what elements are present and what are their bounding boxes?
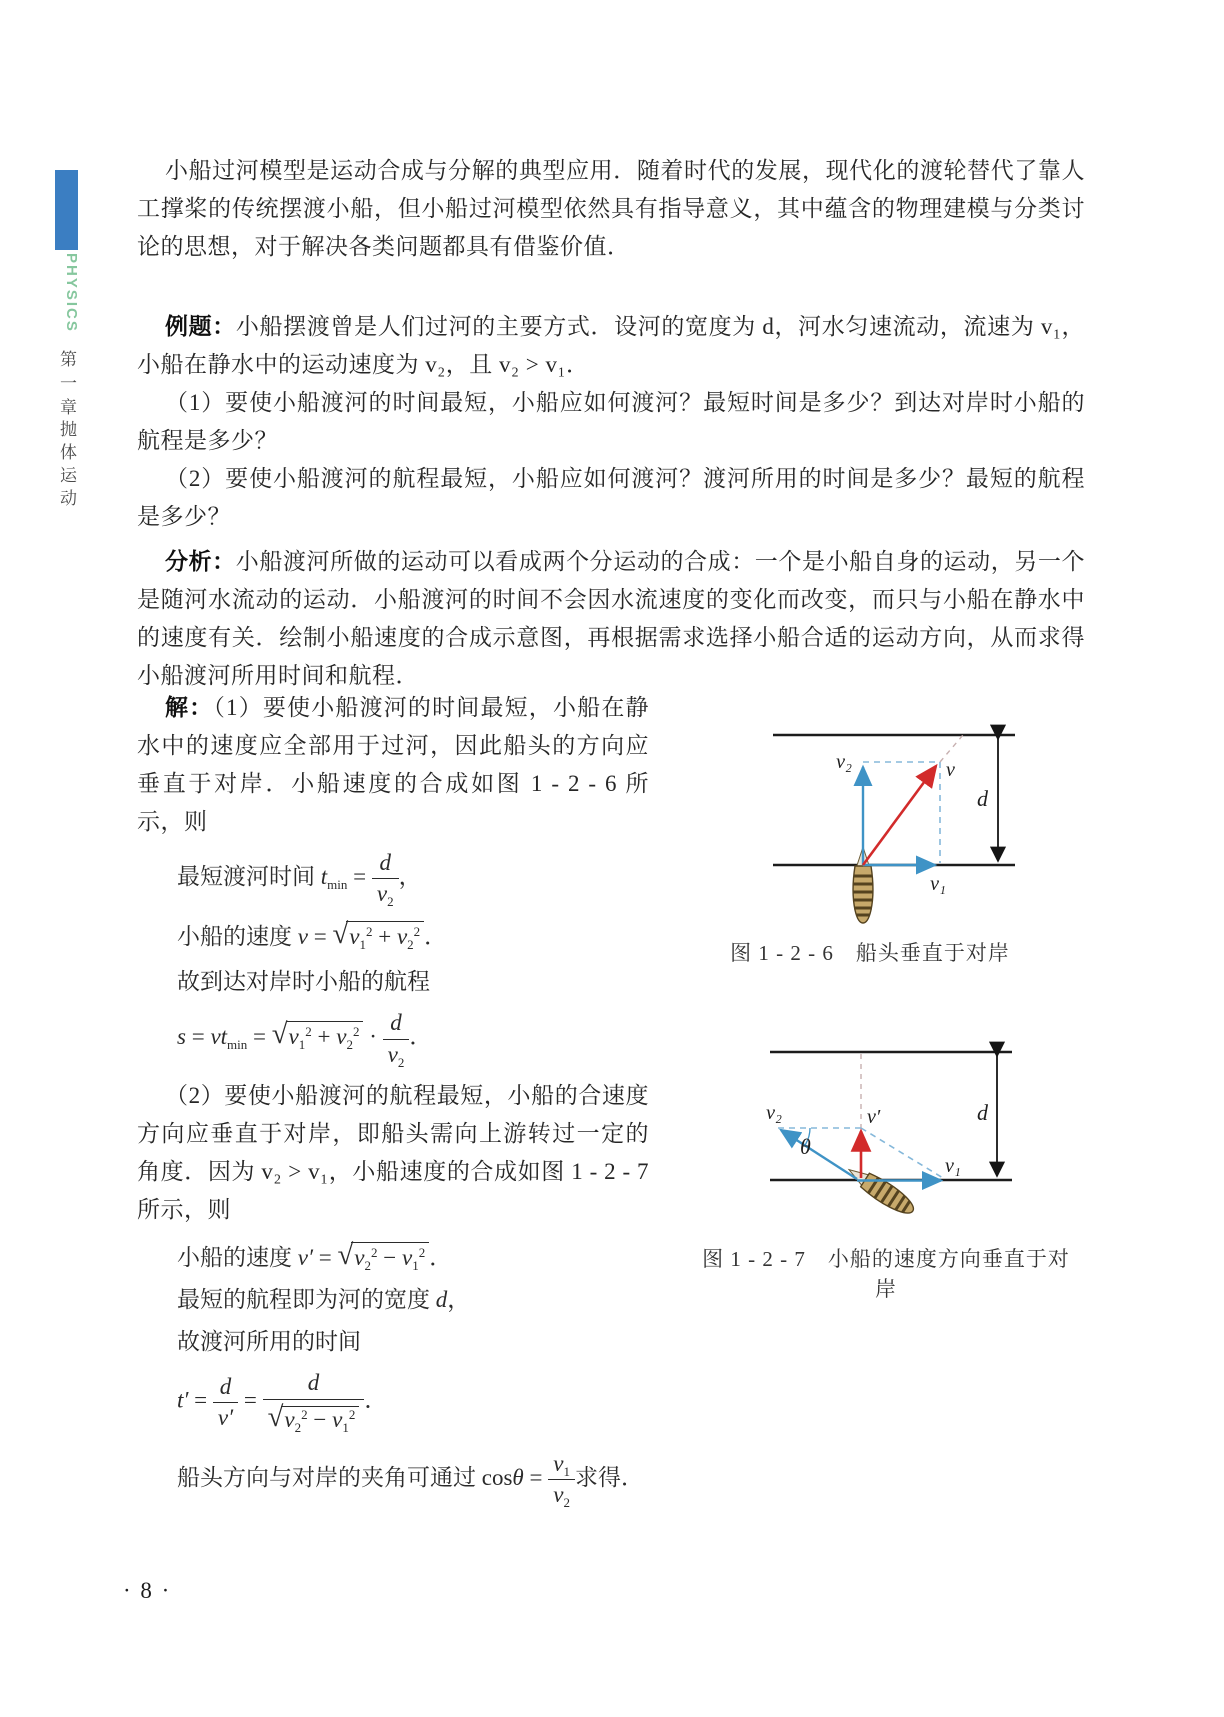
figure-1-2-7-diagram bbox=[700, 1030, 1120, 1230]
solution-part2: （2）要使小船渡河的航程最短，小船的合速度方向应垂直于对岸，即船头需向上游转过一定的角度．因为 v₂ > v₁，小船速度的合成如图 1 - 2 - 7 所示，则 bbox=[137, 1083, 649, 1223]
figure-1-2-6-diagram bbox=[700, 690, 1120, 928]
chapter-number: 第一章 bbox=[57, 350, 76, 422]
formula-route: $s = vt_{min} = √v_1^2 + v_2^2$ · $\frac{d}{v_2}$ ． bbox=[177, 1010, 433, 1070]
dashed-path-extension bbox=[940, 735, 963, 762]
figure-1-2-6 bbox=[700, 690, 1120, 967]
route-intro-line: 故到达对岸时小船的航程 bbox=[177, 969, 430, 995]
intro-paragraph: 小船过河模型是运动合成与分解的典型应用．随着时代的发展，现代化的渡轮替代了靠人工撑桨的传统摆渡小船，但小船过河模型依然具有指导意义，其中蕴含的物理建模与分类讨论的思想，对于解决各类问题都具有借鉴价值． bbox=[137, 158, 1085, 259]
dashed-parallelogram-right bbox=[861, 1128, 943, 1178]
figure-1-2-7-caption: 图 1 - 2 - 7 小船的速度方向垂直于对岸 bbox=[702, 1247, 1070, 1301]
chapter-title: 抛体运动 bbox=[57, 420, 76, 512]
v2-label: v₂ bbox=[766, 1102, 782, 1124]
solution-part1-body: （1）要使小船渡河的时间最短，小船在静水中的速度应全部用于过河，因此船头的方向应垂直于对岸．小船速度的合成如图 1 - 2 - 6 所示，则 bbox=[137, 695, 650, 834]
physics-brand-label: PHYSICS bbox=[63, 253, 80, 333]
analysis-label: 分析： bbox=[165, 548, 236, 574]
solution-block bbox=[137, 688, 649, 1518]
resultant-vector-v bbox=[863, 766, 936, 865]
analysis-block bbox=[137, 542, 1085, 695]
formula-angle: 船头方向与对岸的夹角可通过 cosθ = $\frac{v_1}{v_2}$ 求得． bbox=[177, 1450, 644, 1511]
v1-label: v₁ bbox=[930, 873, 946, 895]
example-block bbox=[137, 307, 1085, 536]
page-number: · 8 · bbox=[123, 1578, 172, 1603]
figure-1-2-7 bbox=[700, 1030, 1120, 1303]
example-question-1: （1）要使小船渡河的时间最短，小船应如何渡河？最短时间是多少？到达对岸时小船的航程是多少？ bbox=[137, 390, 1085, 453]
v-prime-label: v′ bbox=[867, 1106, 881, 1128]
formula-time-prime: t′ = $\frac{d}{v'}$ = $\frac{d}{√v_2^2 - v_1^2}$ ． bbox=[177, 1370, 388, 1435]
theta-label: θ bbox=[800, 1134, 811, 1159]
analysis-body: 小船渡河所做的运动可以看成两个分运动的合成：一个是小船自身的运动，另一个是随河水流动的运动．小船渡河的时间不会因水流速度的变化而改变，而只与小船在静水中的速度有关．绘制小船速度的合成示意图，再根据需求选择小船合适的运动方向，从而求得小船渡河所用时间和航程． bbox=[137, 549, 1086, 688]
intro-block bbox=[137, 152, 1085, 266]
solution-part1 bbox=[137, 688, 649, 841]
v-label: v bbox=[946, 759, 955, 781]
shortest-route-line: 最短的航程即为河的宽度 d， bbox=[177, 1286, 471, 1312]
figure-1-2-6-caption: 图 1 - 2 - 6 船头垂直于对岸 bbox=[730, 941, 1010, 965]
d-label: d bbox=[977, 1100, 988, 1125]
solution-label: 解： bbox=[165, 694, 214, 720]
chapter-accent-bar bbox=[55, 170, 78, 250]
example-body: 小船摆渡曾是人们过河的主要方式．设河的宽度为 d，河水匀速流动，流速为 v₁，小船在静水中的运动速度为 v₂，且 v₂ > v₁． bbox=[137, 314, 1085, 377]
boat-icon bbox=[844, 1161, 919, 1220]
formula-boat-speed: 小船的速度 $v = √v_1^2 + v_2^2$ ． bbox=[177, 917, 448, 952]
v1-label: v₁ bbox=[945, 1155, 961, 1177]
time-intro-line: 故渡河所用的时间 bbox=[177, 1329, 361, 1355]
example-question-2: （2）要使小船渡河的航程最短，小船应如何渡河？渡河所用的时间是多少？最短的航程是多少？ bbox=[137, 466, 1085, 529]
example-paragraph bbox=[137, 307, 1085, 384]
d-label: d bbox=[977, 786, 988, 811]
velocity-vector-v2 bbox=[781, 1130, 857, 1179]
formula-min-time: 最短渡河时间 $t_{min}$ = $\frac{d}{v_2}$ ， bbox=[177, 850, 422, 910]
example-label: 例题： bbox=[165, 313, 236, 339]
analysis-paragraph bbox=[137, 542, 1085, 695]
formula-boat-speed-prime: 小船的速度 $v' = √v_2^2 - v_1^2$ ． bbox=[177, 1239, 453, 1274]
v2-label: v₂ bbox=[836, 751, 852, 773]
